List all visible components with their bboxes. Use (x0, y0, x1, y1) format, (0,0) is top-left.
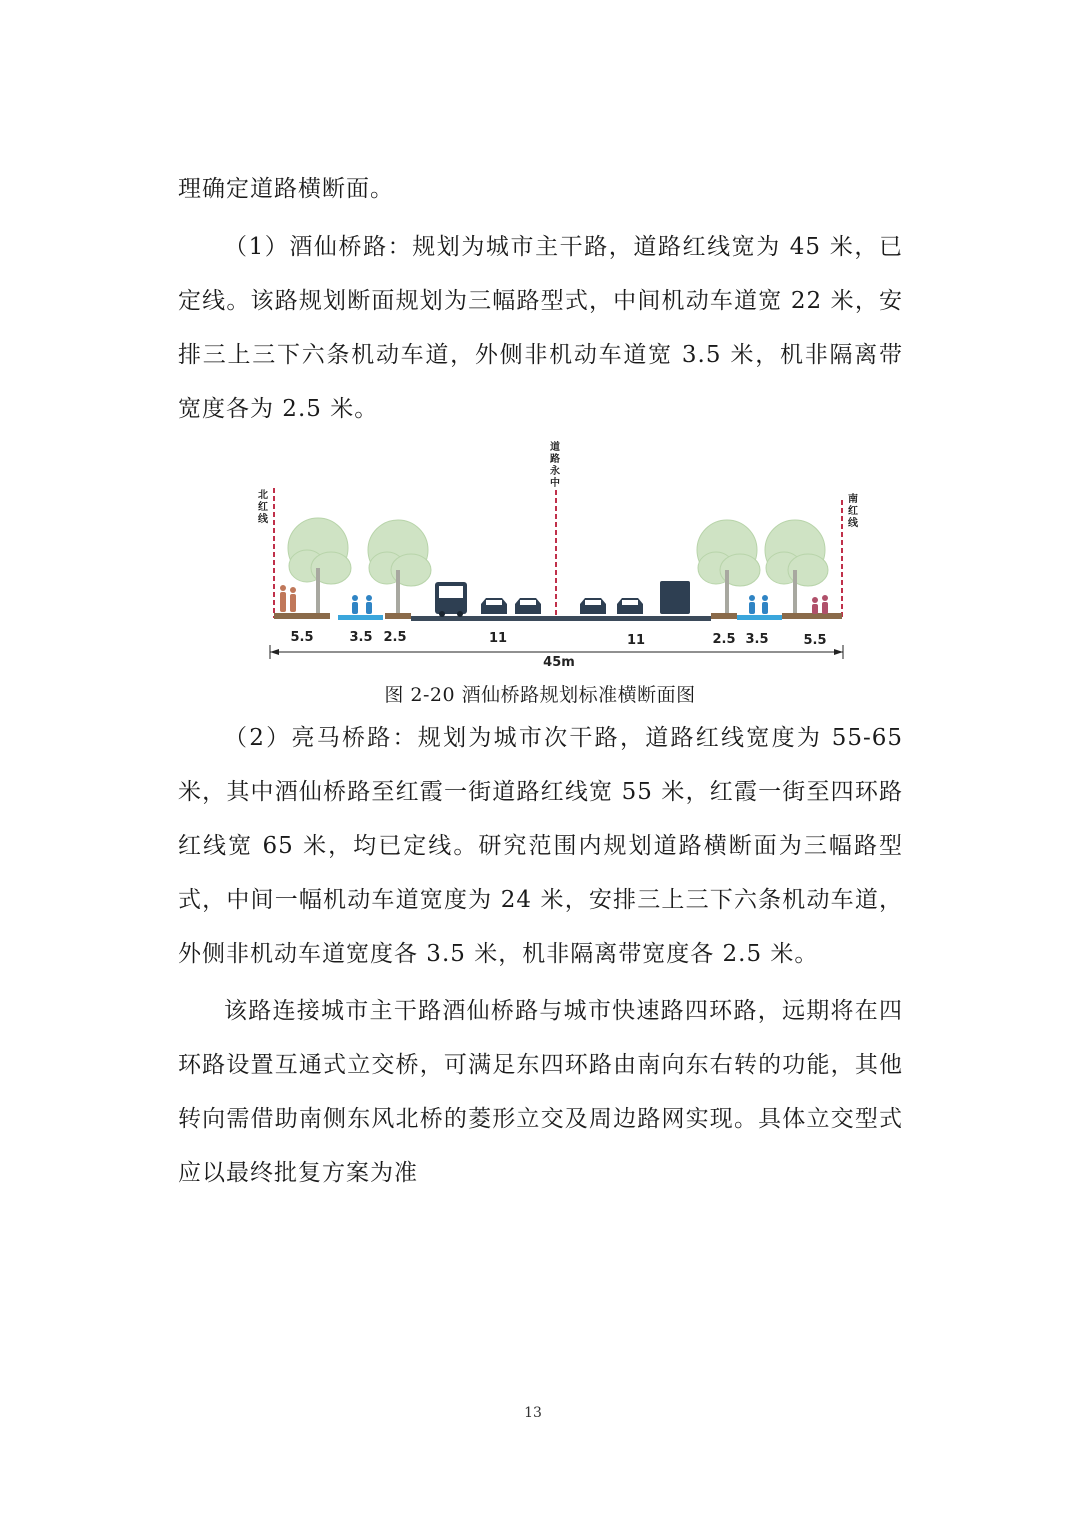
segment-label: 2.5 (383, 630, 407, 645)
south-redline-label: 南红线 (848, 494, 858, 529)
bus-icon (435, 582, 467, 617)
cyclist-icon (352, 595, 372, 614)
bike-lane-right (737, 615, 782, 620)
pedestrian-icon (812, 595, 828, 614)
paragraph-interchange: 该路连接城市主干路酒仙桥路与城市快速路四环路，远期将在四环路设置互通式立交桥，可满足东四环路由南向东右转的功能，其他转向需借助南侧东风北桥的菱形立交及周边路网实现。具体立交型式应以最终批复方案为准 (178, 998, 903, 1186)
segment-label: 5.5 (290, 630, 314, 645)
car-icon (481, 598, 507, 614)
cross-section-figure (255, 438, 858, 670)
median-left (385, 613, 411, 619)
roadway (411, 616, 711, 621)
tree (288, 518, 351, 613)
sidewalk-right (782, 613, 842, 619)
north-redline-label: 北红线 (258, 490, 268, 525)
tree (765, 520, 828, 613)
car-icon (515, 598, 541, 614)
car-icon (580, 598, 606, 614)
center-line-label: 道路永中 (550, 442, 560, 489)
sidewalk-left (274, 613, 330, 619)
paragraph-liangmaqiao-road: （2）亮马桥路：规划为城市次干路，道路红线宽度为 55-65 米，其中酒仙桥路至红霞一街道路红线宽 55 米，红霞一街至四环路红线宽 65 米，均已定线。研究范围内规划道路横断面为三幅路型式，中间一幅机动车道宽度为 24 米，安排三上三下六条机动车道，外侧非机动车道宽度各 3.5 米，机非隔离带宽度各 2.5 米。 (178, 725, 903, 967)
figure-caption: 图 2-20 酒仙桥路规划标准横断面图 (384, 684, 696, 706)
segment-label: 3.5 (745, 632, 769, 647)
median-right (711, 613, 737, 619)
segment-label: 11 (626, 633, 646, 648)
segment-label: 11 (488, 631, 508, 646)
bike-lane-left (338, 615, 383, 620)
truck-icon (660, 581, 690, 614)
paragraph-jiuxianqiao-road: （1）酒仙桥路：规划为城市主干路，道路红线宽为 45 米，已定线。该路规划断面规划为三幅路型式，中间机动车道宽 22 米，安排三上三下六条机动车道，外侧非机动车道宽 3.5 米，机非隔离带宽度各为 2.5 米。 (178, 234, 903, 422)
tree (368, 520, 431, 613)
pedestrian-icon (280, 585, 296, 612)
page-number: 13 (524, 1405, 542, 1421)
segment-label: 2.5 (712, 632, 736, 647)
segment-label: 5.5 (803, 633, 827, 648)
car-icon (617, 598, 643, 614)
cyclist-icon (749, 595, 768, 614)
total-width-label: 45m (543, 655, 575, 670)
segment-label: 3.5 (349, 630, 373, 645)
paragraph-intro: 理确定道路横断面。 (178, 176, 394, 202)
